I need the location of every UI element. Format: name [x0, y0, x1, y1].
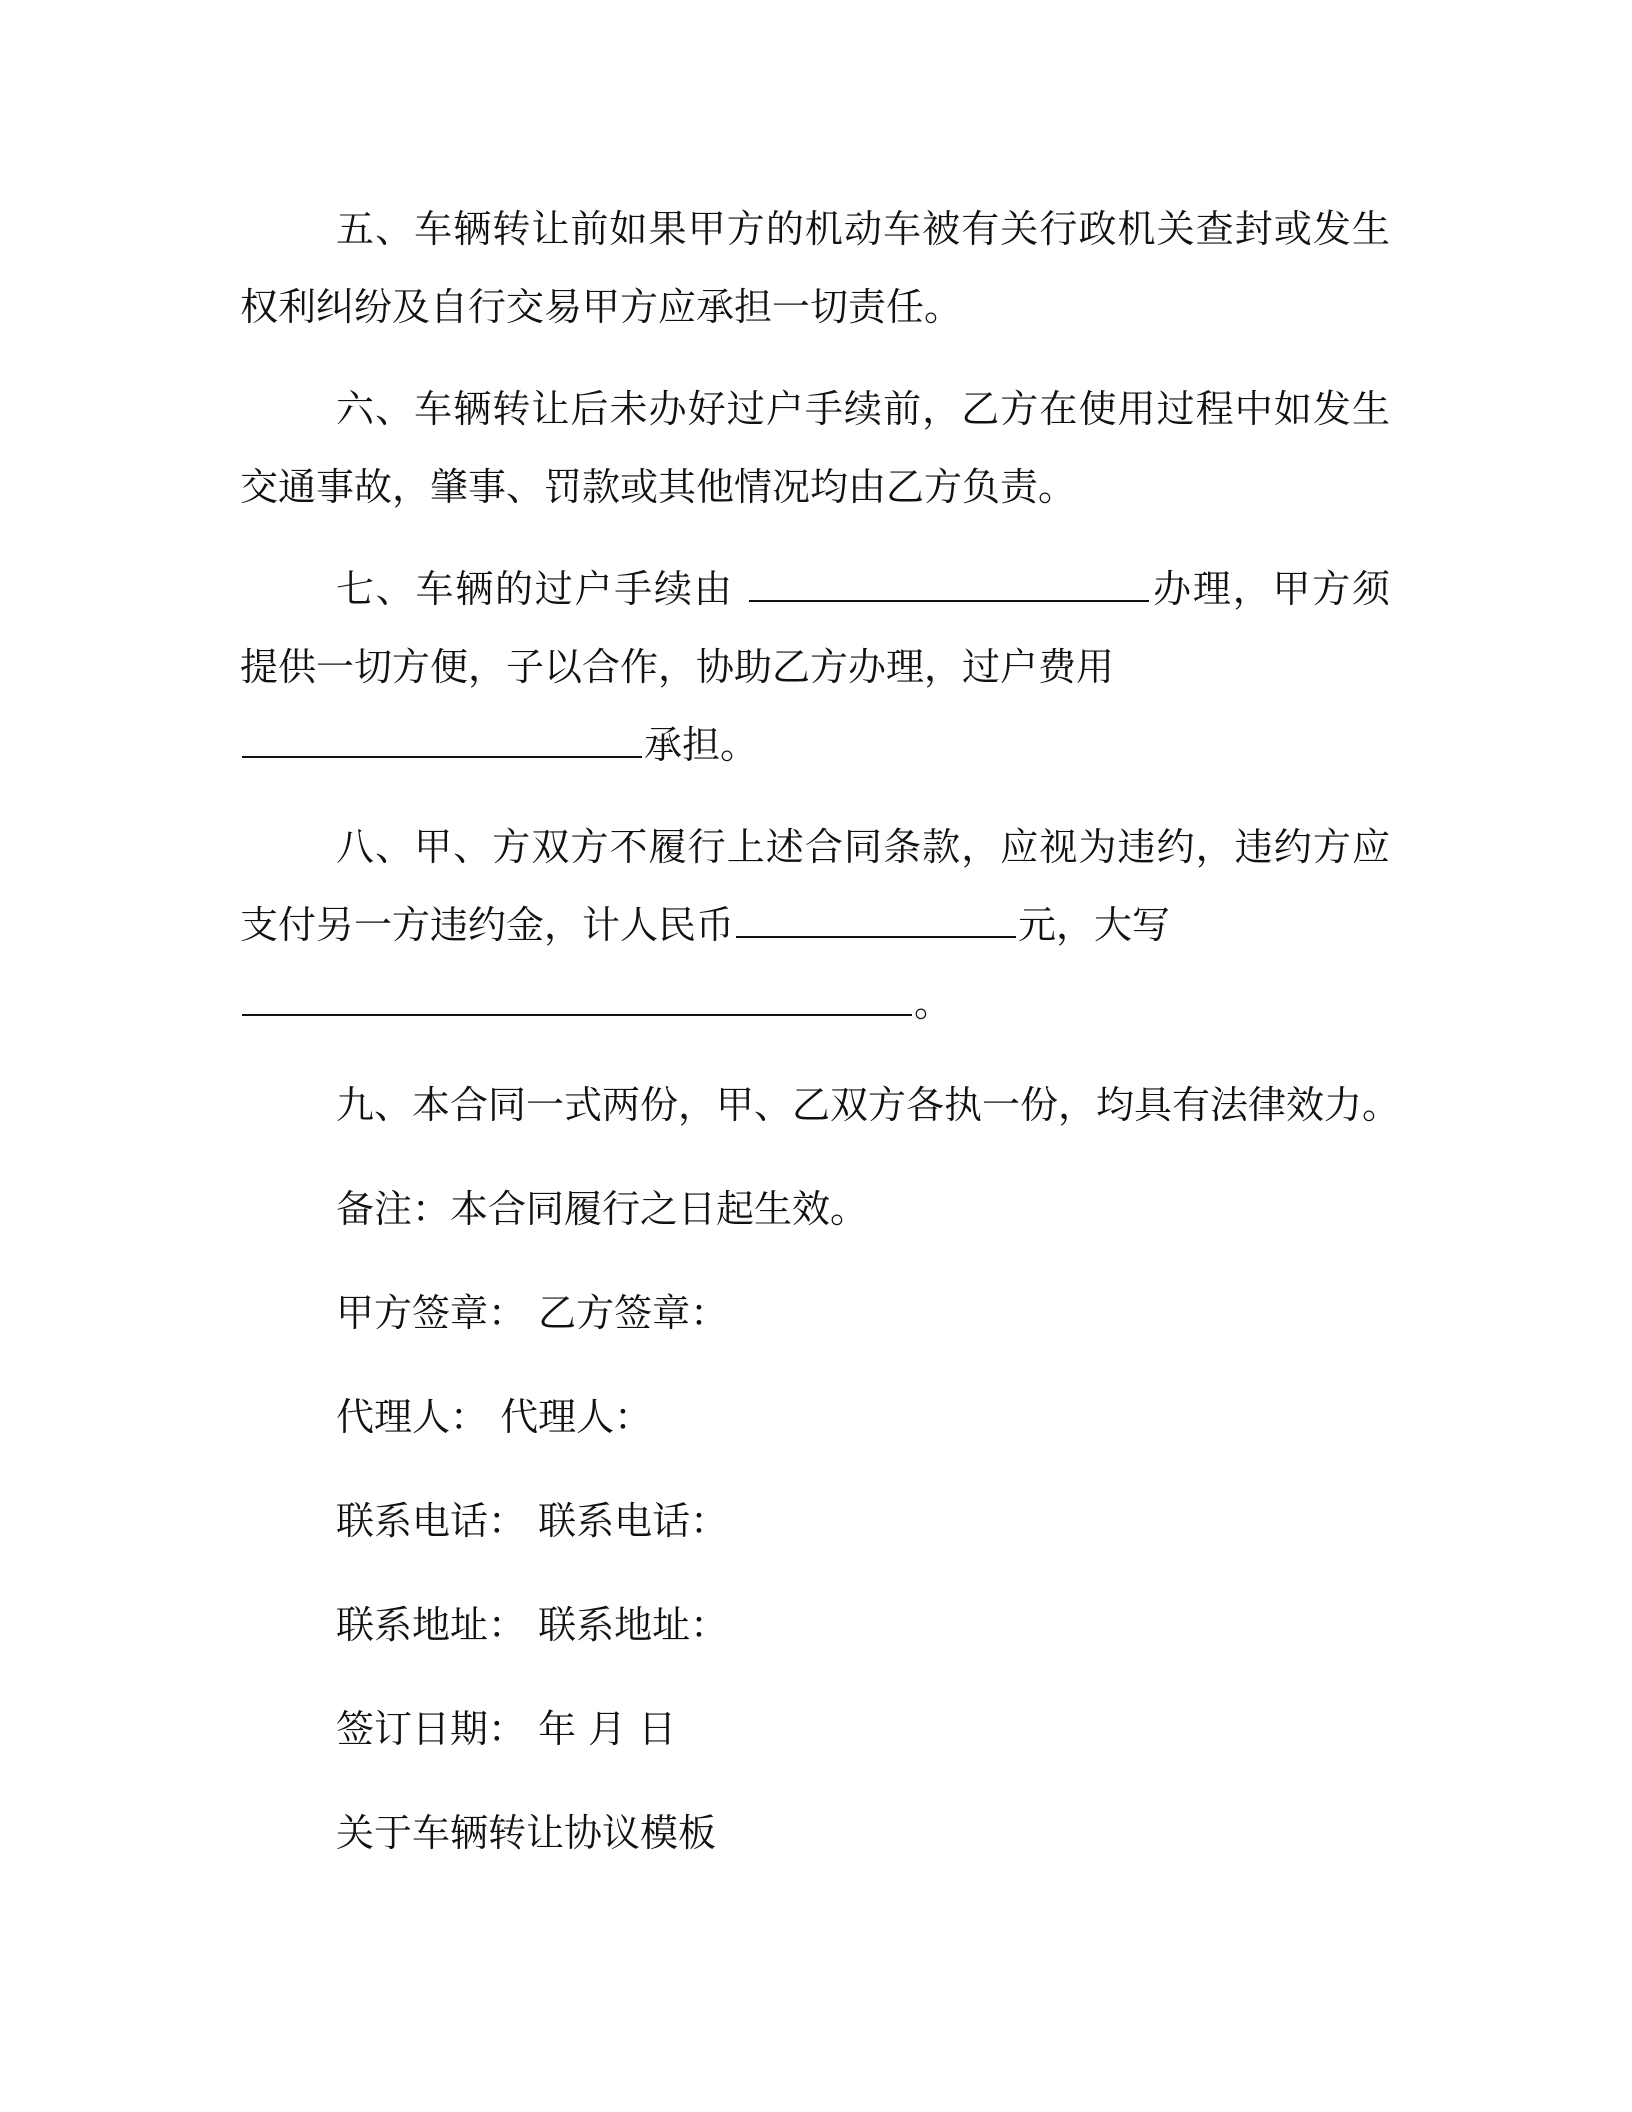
date-line	[240, 1690, 1390, 1768]
address-line	[240, 1586, 1390, 1664]
clause-nine	[240, 1066, 1401, 1144]
note-line	[240, 1170, 1390, 1248]
penalty-amount-words-blank[interactable]	[242, 980, 912, 1016]
clause-eight-prefix: 八、甲、方双方不履行上述合同条款，应视为违约，违约方应支付另一方违约金，计人民币	[240, 825, 1390, 947]
phone-line	[240, 1482, 1390, 1560]
date-text: 签订日期： 年 月 日	[336, 1707, 677, 1751]
clause-seven-suffix: 承担。	[644, 723, 759, 767]
clause-seven	[240, 550, 1390, 784]
note-text: 备注：本合同履行之日起生效。	[336, 1187, 869, 1231]
transfer-handler-blank[interactable]	[749, 566, 1149, 602]
penalty-amount-blank[interactable]	[736, 902, 1016, 938]
agent-line	[240, 1378, 1390, 1456]
footer-title	[240, 1794, 1390, 1872]
clause-six	[240, 370, 1390, 526]
clause-five-text: 五、车辆转让前如果甲方的机动车被有关行政机关查封或发生权利纠纷及自行交易甲方应承担一切责任。	[240, 207, 1390, 329]
clause-five	[240, 190, 1390, 346]
document-content	[240, 190, 1401, 1898]
signature-text: 甲方签章： 乙方签章：	[336, 1291, 729, 1335]
clause-eight-middle: 元，大写	[1018, 903, 1171, 947]
footer-title-text: 关于车辆转让协议模板	[336, 1811, 717, 1855]
clause-seven-middle: 办理，甲方须提供一切方便，子以合作，协助乙方办理，过户费用	[240, 567, 1390, 689]
address-text: 联系地址： 联系地址：	[336, 1603, 729, 1647]
clause-nine-text: 九、本合同一式两份，甲、乙双方各执一份，均具有法律效力。	[336, 1083, 1401, 1127]
clause-six-text: 六、车辆转让后未办好过户手续前，乙方在使用过程中如发生交通事故，肇事、罚款或其他情况均由乙方负责。	[240, 387, 1390, 509]
agent-text: 代理人： 代理人：	[336, 1395, 653, 1439]
transfer-fee-payer-blank[interactable]	[242, 722, 642, 758]
clause-eight-suffix: 。	[914, 981, 953, 1025]
clause-eight	[240, 808, 1390, 1042]
phone-text: 联系电话： 联系电话：	[336, 1499, 729, 1543]
clause-seven-prefix: 七、车辆的过户手续由	[336, 567, 734, 611]
signature-line	[240, 1274, 1390, 1352]
